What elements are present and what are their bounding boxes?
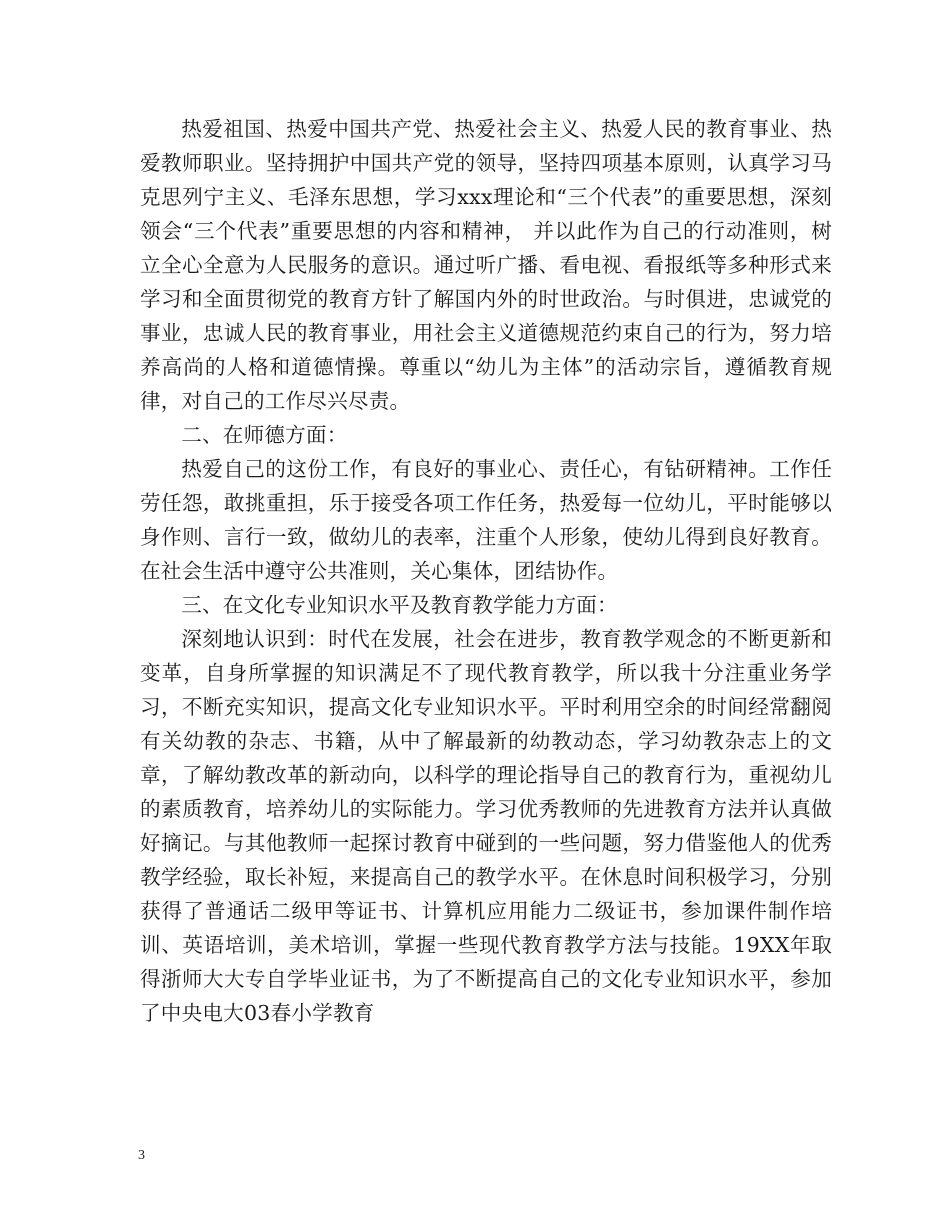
paragraph-teacher-ethics: 热爱自己的这份工作，有良好的事业心、责任心，有钻研精神。工作任劳任怨，敢挑重担，乐于接受各项工作任务，热爱每一位幼儿，平时能够以身作则、言行一致，做幼儿的表率，注重个人形象，使幼儿得到良好教育。在社会生活中遵守公共准则，关心集体，团结协作。: [140, 457, 832, 583]
document-body: [140, 112, 832, 1030]
paragraph-patriotism: 热爱祖国、热爱中国共产党、热爱社会主义、热爱人民的教育事业、热爱教师职业。坚持拥护中国共产党的领导，坚持四项基本原则，认真学习马克思列宁主义、毛泽东思想，学习xxx理论和“三个代表”的重要思想，深刻领会“三个代表”重要思想的内容和精神， 并以此作为自己的行动准则，树立全心全意为人民服务的意识。通过听广播、看电视、看报纸等多种形式来学习和全面贯彻党的教育方针了解国内外的时世政治。与时俱进，忠诚党的事业，忠诚人民的教育事业，用社会主义道德规范约束自己的行为，努力培养高尚的人格和道德情操。尊重以“幼儿为主体”的活动宗旨，遵循教育规律，对自己的工作尽兴尽责。: [140, 117, 832, 413]
heading-teacher-ethics: 二、在师德方面：: [181, 423, 348, 447]
heading-professional-knowledge: 三、在文化专业知识水平及教育教学能力方面：: [181, 593, 618, 617]
page-number: 3: [138, 1148, 145, 1163]
paragraph-professional-knowledge: 深刻地认识到：时代在发展，社会在进步，教育教学观念的不断更新和变革，自身所掌握的知识满足不了现代教育教学，所以我十分注重业务学习，不断充实知识，提高文化专业知识水平。平时利用空余的时间经常翻阅有关幼教的杂志、书籍，从中了解最新的幼教动态，学习幼教杂志上的文章，了解幼教改革的新动向，以科学的理论指导自己的教育行为，重视幼儿的素质教育，培养幼儿的实际能力。学习优秀教师的先进教育方法并认真做好摘记。与其他教师一起探讨教育中碰到的一些问题，努力借鉴他人的优秀教学经验，取长补短，来提高自己的教学水平。在休息时间积极学习，分别获得了普通话二级甲等证书、计算机应用能力二级证书，参加课件制作培训、英语培训，美术培训，掌握一些现代教育教学方法与技能。19XX年取得浙师大大专自学毕业证书，为了不断提高自己的文化专业知识水平，参加了中央电大03春小学教育: [140, 627, 832, 1025]
